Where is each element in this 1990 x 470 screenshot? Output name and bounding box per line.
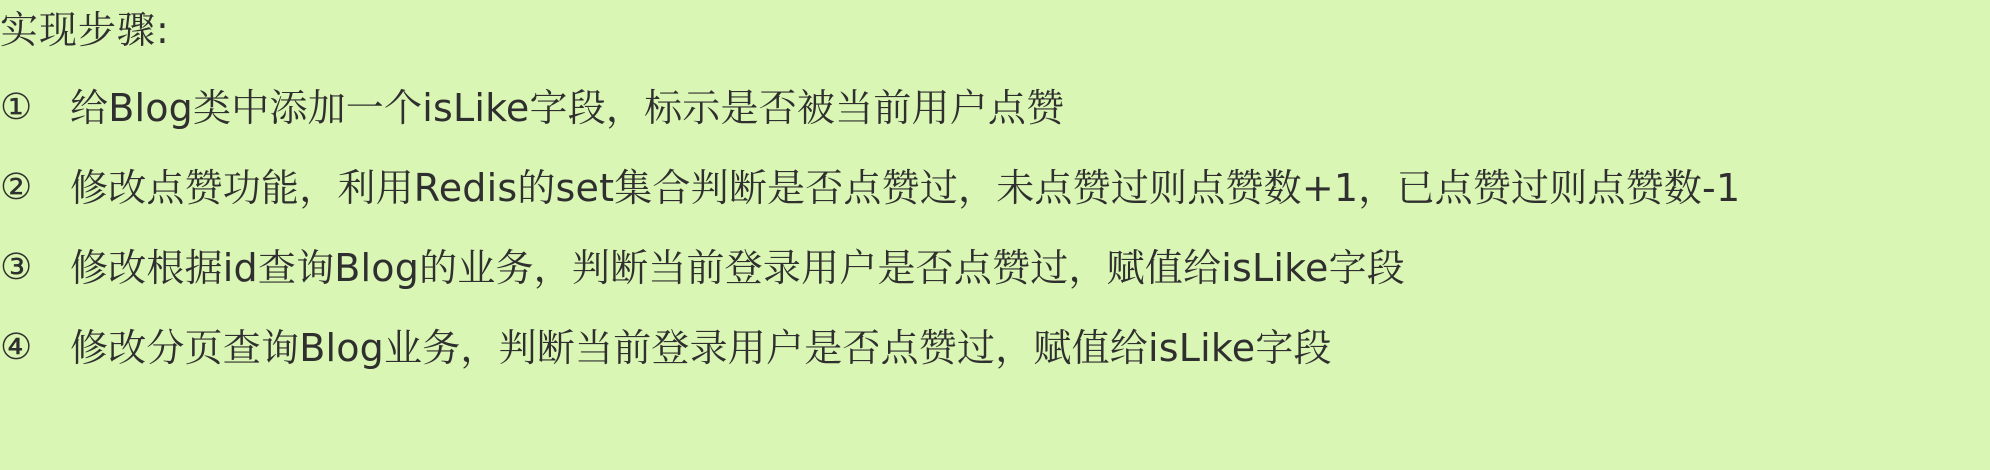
step-4 bbox=[0, 324, 1740, 372]
step-1 bbox=[0, 84, 1740, 132]
step-1-marker: ① bbox=[0, 87, 33, 128]
step-1-text: 给Blog类中添加一个isLike字段，标示是否被当前用户点赞 bbox=[70, 86, 1065, 130]
step-2 bbox=[0, 164, 1740, 212]
step-3-text: 修改根据id查询Blog的业务，判断当前登录用户是否点赞过，赋值给isLike字段 bbox=[70, 246, 1405, 290]
steps-list bbox=[0, 84, 1740, 404]
step-4-text: 修改分页查询Blog业务，判断当前登录用户是否点赞过，赋值给isLike字段 bbox=[70, 326, 1332, 370]
step-3-marker: ③ bbox=[0, 247, 33, 288]
step-4-marker: ④ bbox=[0, 327, 33, 368]
step-2-text: 修改点赞功能，利用Redis的set集合判断是否点赞过，未点赞过则点赞数+1，已点赞过则点赞数-1 bbox=[70, 166, 1741, 210]
step-3 bbox=[0, 244, 1740, 292]
implementation-steps-title: 实现步骤: bbox=[0, 8, 170, 52]
step-2-marker: ② bbox=[0, 167, 33, 208]
